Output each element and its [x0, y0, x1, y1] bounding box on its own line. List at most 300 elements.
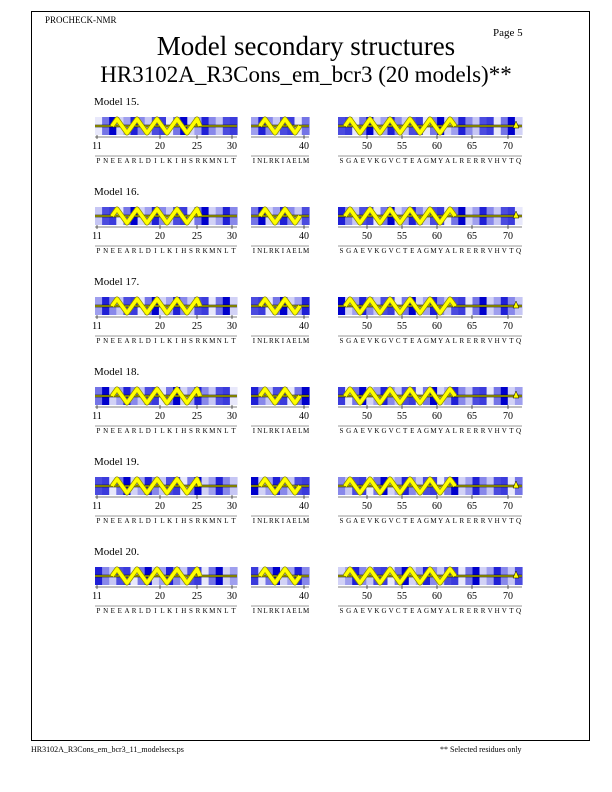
tick-label: 60 — [432, 231, 442, 242]
tick-label: 65 — [467, 591, 477, 602]
residue-letter: Y — [438, 247, 444, 255]
tick-label: 11 — [92, 321, 102, 332]
residue-letter: P — [96, 247, 101, 255]
residue-letter: Y — [438, 337, 444, 345]
residue-letter: H — [181, 337, 187, 345]
residue-letter: R — [268, 337, 274, 345]
residue-letter: E — [360, 607, 365, 615]
residue-letter: I — [175, 517, 178, 525]
residue-letter: G — [423, 517, 430, 525]
residue-letter: S — [339, 427, 344, 435]
residue-letter: L — [298, 337, 303, 345]
residue-letter: V — [367, 607, 373, 615]
residue-letter: M — [209, 427, 216, 435]
residue-letter: K — [202, 517, 208, 525]
residue-letter: A — [445, 157, 451, 165]
residue-letter: P — [96, 427, 101, 435]
residue-letter: I — [252, 157, 256, 165]
residue-letter: A — [416, 427, 422, 435]
tick-label: 50 — [362, 141, 372, 152]
residue-letter: D — [145, 157, 151, 165]
residue-letter: L — [263, 607, 268, 615]
tick-label: 70 — [503, 411, 513, 422]
residue-letter: K — [274, 427, 280, 435]
residue-letter: R — [195, 607, 201, 615]
residue-letter: P — [96, 607, 101, 615]
residue-letter: V — [367, 337, 373, 345]
residue-letter: I — [281, 247, 285, 255]
tick-label: 40 — [299, 591, 309, 602]
residue-letter: R — [459, 517, 465, 525]
residue-letter: T — [231, 337, 236, 345]
residue-letter: S — [188, 517, 193, 525]
residue-letter: K — [274, 517, 280, 525]
tick-label: 25 — [192, 141, 202, 152]
residue-letter: K — [167, 607, 173, 615]
model-panel — [0, 186, 612, 276]
residue-letter: S — [188, 247, 193, 255]
residue-letter: V — [367, 427, 373, 435]
residue-letter: E — [466, 337, 472, 345]
residue-letter: K — [374, 337, 380, 345]
tick-label: 40 — [299, 411, 309, 422]
residue-letter: T — [509, 427, 514, 435]
residue-letter: P — [96, 517, 101, 525]
residue-letter: E — [117, 337, 122, 345]
residue-letter: N — [103, 247, 109, 255]
tick-label: 65 — [467, 321, 477, 332]
residue-letter: K — [167, 517, 173, 525]
residue-letter: I — [252, 247, 256, 255]
residue-letter: A — [416, 337, 422, 345]
residue-letter: A — [416, 157, 422, 165]
tick-label: 20 — [155, 591, 165, 602]
tick-label: 60 — [432, 591, 442, 602]
residue-letter: N — [216, 517, 222, 525]
residue-letter: E — [360, 157, 365, 165]
residue-letter: Q — [515, 517, 522, 525]
residue-letter: T — [231, 517, 236, 525]
residue-letter: V — [388, 517, 394, 525]
residue-letter: R — [480, 157, 486, 165]
tick-label: 25 — [192, 231, 202, 242]
residue-letter: A — [416, 607, 422, 615]
residue-letter: E — [292, 337, 297, 345]
residue-letter: K — [167, 337, 173, 345]
residue-letter: E — [110, 427, 115, 435]
residue-letter: L — [224, 427, 229, 435]
structure-plot — [0, 384, 612, 454]
residue-letter: R — [480, 427, 486, 435]
residue-letter: A — [445, 247, 451, 255]
residue-letter: H — [181, 247, 187, 255]
residue-letter: L — [298, 517, 303, 525]
residue-letter: I — [252, 517, 256, 525]
residue-letter: M — [430, 337, 437, 345]
residue-letter: M — [430, 607, 437, 615]
residue-letter: R — [480, 247, 486, 255]
residue-letter: G — [346, 337, 352, 345]
structure-plot — [0, 114, 612, 184]
residue-letter: K — [374, 427, 380, 435]
residue-letter: E — [292, 427, 297, 435]
residue-letter: A — [445, 337, 451, 345]
residue-letter: K — [202, 607, 208, 615]
residue-letter: R — [195, 157, 201, 165]
residue-letter: A — [124, 247, 130, 255]
residue-letter: M — [430, 157, 437, 165]
tick-label: 60 — [432, 411, 442, 422]
residue-letter: K — [374, 517, 380, 525]
residue-letter: K — [374, 157, 380, 165]
residue-letter: H — [494, 337, 500, 345]
residue-letter: L — [298, 607, 303, 615]
model-label: Model 20. — [94, 546, 140, 558]
residue-letter: L — [139, 247, 144, 255]
residue-letter: E — [466, 607, 472, 615]
residue-letter: M — [209, 607, 216, 615]
residue-letter: V — [388, 247, 394, 255]
residue-letter: I — [281, 337, 285, 345]
residue-letter: G — [381, 517, 387, 525]
tick-label: 55 — [397, 231, 407, 242]
residue-letter: I — [154, 337, 157, 345]
residue-letter: L — [452, 427, 457, 435]
residue-letter: L — [160, 337, 165, 345]
model-panel — [0, 546, 612, 636]
residue-letter: T — [403, 337, 408, 345]
model-panel — [0, 276, 612, 366]
tick-label: 70 — [503, 231, 513, 242]
residue-letter: R — [459, 247, 465, 255]
residue-letter: K — [374, 607, 380, 615]
residue-letter: S — [188, 427, 193, 435]
residue-letter: A — [286, 427, 292, 435]
residue-letter: V — [367, 517, 373, 525]
residue-letter: A — [445, 517, 451, 525]
residue-letter: R — [473, 517, 479, 525]
residue-letter: R — [480, 607, 486, 615]
residue-letter: R — [473, 607, 479, 615]
residue-letter: K — [274, 247, 280, 255]
residue-letter: T — [509, 247, 514, 255]
residue-letter: R — [268, 157, 274, 165]
residue-letter: V — [501, 427, 507, 435]
residue-letter: L — [160, 247, 165, 255]
residue-letter: E — [360, 337, 365, 345]
residue-letter: E — [110, 157, 115, 165]
residue-letter: H — [494, 607, 500, 615]
residue-letter: L — [224, 607, 229, 615]
residue-letter: R — [268, 247, 274, 255]
page-subtitle: HR3102A_R3Cons_em_bcr3 (20 models)** — [100, 62, 512, 87]
residue-letter: T — [231, 607, 236, 615]
tick-label: 30 — [227, 321, 237, 332]
residue-letter: D — [145, 247, 151, 255]
residue-letter: M — [209, 337, 216, 345]
tick-label: 55 — [397, 141, 407, 152]
tick-label: 20 — [155, 501, 165, 512]
residue-letter: I — [252, 607, 256, 615]
residue-letter: L — [263, 247, 268, 255]
residue-letter: A — [286, 157, 292, 165]
residue-letter: R — [131, 337, 137, 345]
residue-letter: I — [252, 427, 256, 435]
residue-letter: L — [298, 157, 303, 165]
residue-letter: L — [452, 607, 457, 615]
residue-letter: M — [302, 157, 310, 165]
tick-label: 50 — [362, 231, 372, 242]
residue-letter: L — [298, 427, 303, 435]
residue-letter: H — [181, 427, 187, 435]
residue-letter: T — [403, 427, 408, 435]
residue-letter: M — [430, 517, 437, 525]
residue-letter: M — [302, 337, 310, 345]
residue-letter: Y — [438, 157, 444, 165]
residue-letter: T — [403, 247, 408, 255]
residue-letter: N — [257, 517, 263, 525]
residue-letter: E — [117, 427, 122, 435]
tick-label: 40 — [299, 321, 309, 332]
footer-note: ** Selected residues only — [440, 745, 522, 754]
residue-letter: N — [216, 427, 222, 435]
tick-label: 55 — [397, 321, 407, 332]
residue-letter: V — [487, 607, 493, 615]
tick-label: 65 — [467, 411, 477, 422]
residue-letter: G — [423, 337, 430, 345]
residue-letter: Q — [515, 247, 522, 255]
residue-letter: H — [494, 517, 500, 525]
tick-label: 60 — [432, 141, 442, 152]
residue-letter: E — [410, 607, 415, 615]
residue-letter: V — [388, 427, 394, 435]
residue-letter: V — [487, 517, 493, 525]
residue-letter: H — [494, 427, 500, 435]
residue-letter: M — [302, 517, 310, 525]
residue-letter: G — [381, 607, 387, 615]
residue-letter: T — [403, 607, 408, 615]
residue-letter: K — [202, 247, 208, 255]
residue-letter: S — [339, 337, 344, 345]
residue-letter: N — [216, 157, 222, 165]
residue-letter: A — [353, 607, 359, 615]
residue-letter: V — [487, 427, 493, 435]
program-name: PROCHECK-NMR — [45, 15, 117, 25]
residue-letter: L — [139, 607, 144, 615]
residue-letter: E — [466, 427, 472, 435]
tick-label: 25 — [192, 501, 202, 512]
residue-letter: R — [268, 427, 274, 435]
residue-letter: E — [466, 517, 472, 525]
residue-letter: P — [96, 157, 101, 165]
residue-letter: E — [410, 517, 415, 525]
residue-letter: G — [381, 157, 387, 165]
residue-letter: A — [124, 427, 130, 435]
tick-label: 40 — [299, 231, 309, 242]
residue-letter: P — [96, 337, 101, 345]
residue-letter: V — [487, 337, 493, 345]
residue-letter: E — [292, 157, 297, 165]
tick-label: 55 — [397, 501, 407, 512]
residue-letter: R — [195, 427, 201, 435]
residue-letter: L — [139, 427, 144, 435]
residue-letter: R — [473, 157, 479, 165]
tick-label: 20 — [155, 141, 165, 152]
model-label: Model 18. — [94, 366, 140, 378]
tick-label: 25 — [192, 591, 202, 602]
residue-letter: L — [224, 337, 229, 345]
structure-plot — [0, 294, 612, 364]
residue-letter: G — [423, 157, 430, 165]
residue-letter: I — [175, 157, 178, 165]
residue-letter: T — [509, 337, 514, 345]
tick-label: 25 — [192, 411, 202, 422]
tick-label: 50 — [362, 321, 372, 332]
residue-letter: V — [388, 337, 394, 345]
tick-label: 65 — [467, 231, 477, 242]
residue-letter: L — [452, 517, 457, 525]
tick-label: 20 — [155, 231, 165, 242]
tick-label: 30 — [227, 591, 237, 602]
residue-letter: E — [110, 517, 115, 525]
residue-letter: M — [209, 247, 216, 255]
residue-letter: L — [139, 157, 144, 165]
tick-label: 11 — [92, 411, 102, 422]
residue-letter: A — [124, 337, 130, 345]
residue-letter: T — [403, 517, 408, 525]
residue-letter: C — [395, 607, 401, 615]
residue-letter: N — [216, 247, 222, 255]
tick-label: 70 — [503, 591, 513, 602]
residue-letter: T — [509, 607, 514, 615]
residue-letter: R — [131, 607, 137, 615]
residue-letter: G — [346, 247, 352, 255]
residue-letter: G — [346, 607, 352, 615]
residue-letter: E — [410, 337, 415, 345]
tick-label: 70 — [503, 321, 513, 332]
tick-label: 30 — [227, 141, 237, 152]
residue-letter: A — [353, 337, 359, 345]
residue-letter: E — [466, 247, 472, 255]
residue-letter: L — [160, 157, 165, 165]
model-label: Model 17. — [94, 276, 140, 288]
residue-letter: L — [139, 337, 144, 345]
model-label: Model 15. — [94, 96, 140, 108]
residue-letter: D — [145, 607, 151, 615]
residue-letter: Y — [438, 607, 444, 615]
residue-letter: V — [501, 247, 507, 255]
residue-letter: A — [124, 517, 130, 525]
residue-letter: I — [175, 337, 178, 345]
residue-letter: A — [286, 607, 292, 615]
residue-letter: E — [110, 247, 115, 255]
tick-label: 30 — [227, 231, 237, 242]
residue-letter: N — [103, 427, 109, 435]
residue-letter: C — [395, 427, 401, 435]
residue-letter: R — [473, 247, 479, 255]
residue-letter: A — [353, 157, 359, 165]
residue-letter: N — [216, 337, 222, 345]
residue-letter: Y — [438, 427, 444, 435]
residue-letter: G — [381, 337, 387, 345]
residue-letter: K — [374, 247, 380, 255]
tick-label: 30 — [227, 411, 237, 422]
residue-letter: E — [292, 517, 297, 525]
model-label: Model 19. — [94, 456, 140, 468]
residue-letter: G — [346, 517, 352, 525]
residue-letter: E — [292, 247, 297, 255]
residue-letter: M — [302, 607, 310, 615]
residue-letter: R — [131, 517, 137, 525]
residue-letter: A — [353, 517, 359, 525]
residue-letter: L — [263, 427, 268, 435]
model-label: Model 16. — [94, 186, 140, 198]
residue-letter: A — [124, 157, 130, 165]
residue-letter: K — [202, 337, 208, 345]
residue-letter: V — [487, 247, 493, 255]
residue-letter: R — [459, 607, 465, 615]
residue-letter: R — [195, 337, 201, 345]
tick-label: 11 — [92, 231, 102, 242]
residue-letter: M — [302, 427, 310, 435]
structure-plot — [0, 474, 612, 544]
residue-letter: T — [509, 517, 514, 525]
tick-label: 70 — [503, 501, 513, 512]
residue-letter: G — [346, 157, 352, 165]
residue-letter: D — [145, 427, 151, 435]
residue-letter: V — [501, 607, 507, 615]
residue-letter: T — [509, 157, 514, 165]
residue-letter: R — [131, 427, 137, 435]
residue-letter: L — [160, 427, 165, 435]
residue-letter: E — [117, 517, 122, 525]
residue-letter: I — [281, 157, 285, 165]
residue-letter: L — [224, 517, 229, 525]
residue-letter: L — [298, 247, 303, 255]
residue-letter: L — [224, 247, 229, 255]
residue-letter: T — [403, 157, 408, 165]
residue-letter: M — [209, 517, 216, 525]
residue-letter: V — [367, 247, 373, 255]
residue-letter: S — [188, 607, 193, 615]
residue-letter: I — [281, 517, 285, 525]
tick-label: 30 — [227, 501, 237, 512]
residue-letter: A — [416, 517, 422, 525]
residue-letter: M — [209, 157, 216, 165]
residue-letter: I — [281, 427, 285, 435]
residue-letter: I — [281, 607, 285, 615]
residue-letter: E — [360, 247, 365, 255]
residue-letter: L — [160, 607, 165, 615]
tick-label: 11 — [92, 501, 102, 512]
residue-letter: V — [487, 157, 493, 165]
residue-letter: A — [416, 247, 422, 255]
residue-letter: I — [154, 247, 157, 255]
residue-letter: L — [452, 337, 457, 345]
residue-letter: N — [103, 517, 109, 525]
residue-letter: R — [459, 337, 465, 345]
residue-letter: L — [139, 517, 144, 525]
residue-letter: I — [154, 517, 157, 525]
residue-letter: H — [181, 607, 187, 615]
residue-letter: S — [188, 337, 193, 345]
residue-letter: A — [353, 427, 359, 435]
residue-letter: R — [473, 427, 479, 435]
residue-letter: S — [188, 157, 193, 165]
residue-letter: E — [466, 157, 472, 165]
residue-letter: N — [103, 337, 109, 345]
tick-label: 55 — [397, 591, 407, 602]
